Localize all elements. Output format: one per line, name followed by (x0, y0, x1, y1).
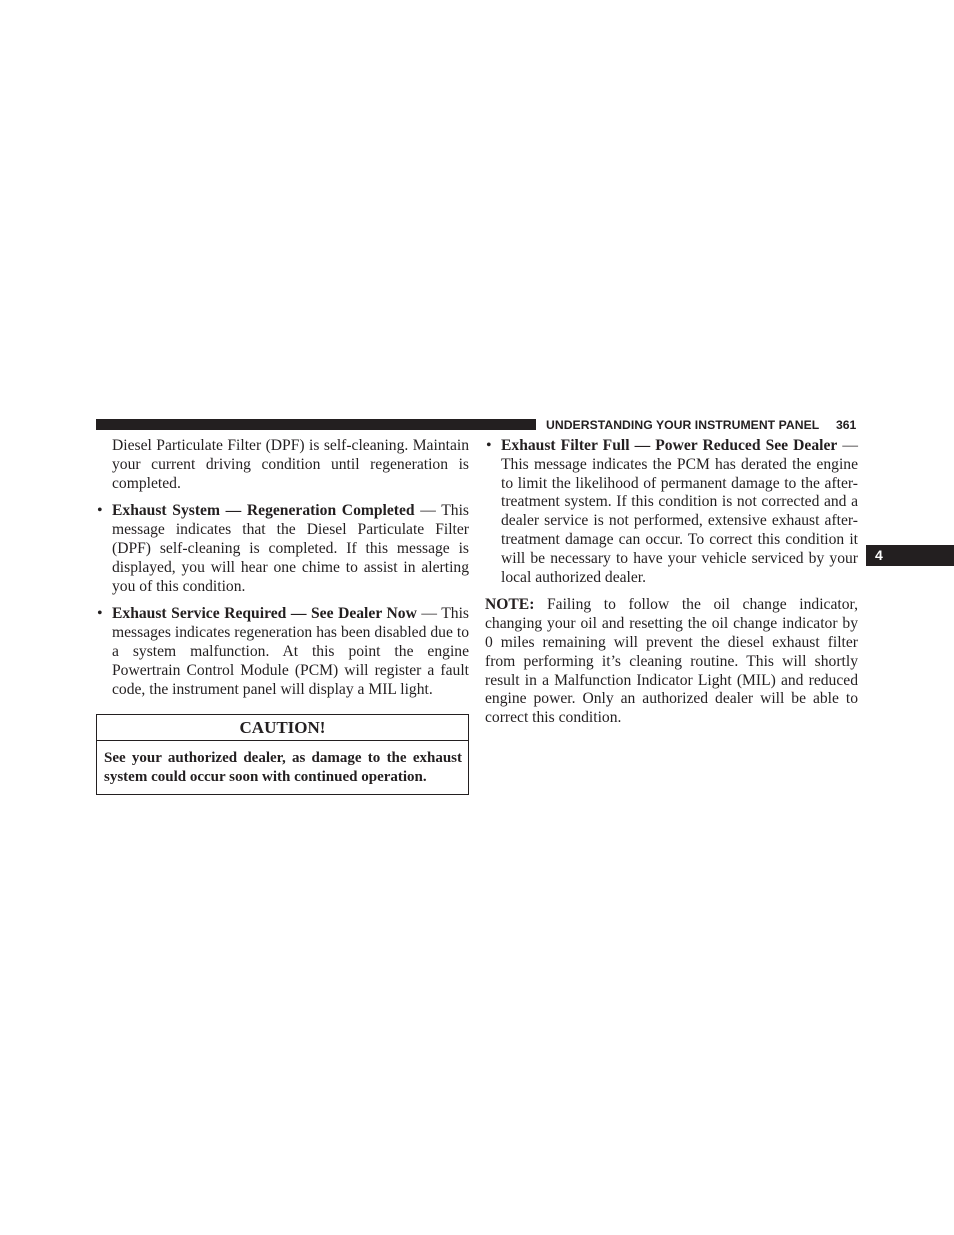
bullet-paragraph (112, 605, 469, 699)
continuation-paragraph: Diesel Particulate Filter (DPF) is self-cleaning. Maintain your current driving condition until regeneration is completed. (112, 437, 469, 492)
bullet-icon: • (97, 502, 103, 520)
bullet-item-service-required (96, 605, 469, 699)
caution-heading: CAUTION! (97, 715, 468, 741)
header-rule (96, 419, 536, 430)
chapter-tab: 4 (866, 545, 954, 566)
bullet-title: Exhaust Filter Full — Power Reduced See Dealer (501, 437, 838, 454)
bullet-paragraph (112, 502, 469, 596)
bullet-icon: • (97, 605, 103, 623)
bullet-text: — This message indicates the PCM has derated the engine to limit the likelihood of permanent damage to the after-treatment system. If this condition is not corrected and a dealer service is not performed, extensive exhaust after-treatment damage can occur. To correct this condition it will be necessary to have your vehicle serviced by your local authorized dealer. (501, 437, 858, 586)
right-column (485, 437, 858, 728)
note-text: Failing to follow the oil change indicator, changing your oil and resetting the oil change indicator by 0 miles remaining will prevent the diesel exhaust filter from performing it’s cleaning routine. This will shortly result in a Malfunction Indicator Light (MIL) and reduced engine power. Only an authorized dealer will be able to correct this condition. (485, 596, 858, 727)
bullet-item-filter-full (485, 437, 858, 587)
bullet-text: — This message indicates that the Diesel Particulate Filter (DPF) self-cleaning is completed. If this message is displayed, you will hear one chime to assist in alerting you of this condition. (112, 502, 469, 595)
section-title: UNDERSTANDING YOUR INSTRUMENT PANEL (546, 418, 820, 432)
note-label: NOTE: (485, 596, 535, 614)
bullet-text: — This messages indicates regeneration has been disabled due to a system malfunction. At this point the engine Powertrain Control Module (PCM) will register a fault code, the instrument panel will display a MIL light. (112, 605, 469, 698)
left-column (96, 437, 469, 795)
caution-body: See your authorized dealer, as damage to the exhaust system could occur soon with continued operation. (104, 750, 462, 786)
bullet-icon: • (486, 437, 492, 454)
bullet-paragraph (501, 437, 858, 587)
caution-box (96, 714, 469, 795)
bullet-title: Exhaust System — Regeneration Completed (112, 502, 415, 520)
bullet-title: Exhaust Service Required — See Dealer Now (112, 605, 417, 623)
bullet-item-regeneration-completed (96, 502, 469, 596)
page-number: 361 (836, 418, 857, 432)
note-paragraph (485, 596, 858, 728)
